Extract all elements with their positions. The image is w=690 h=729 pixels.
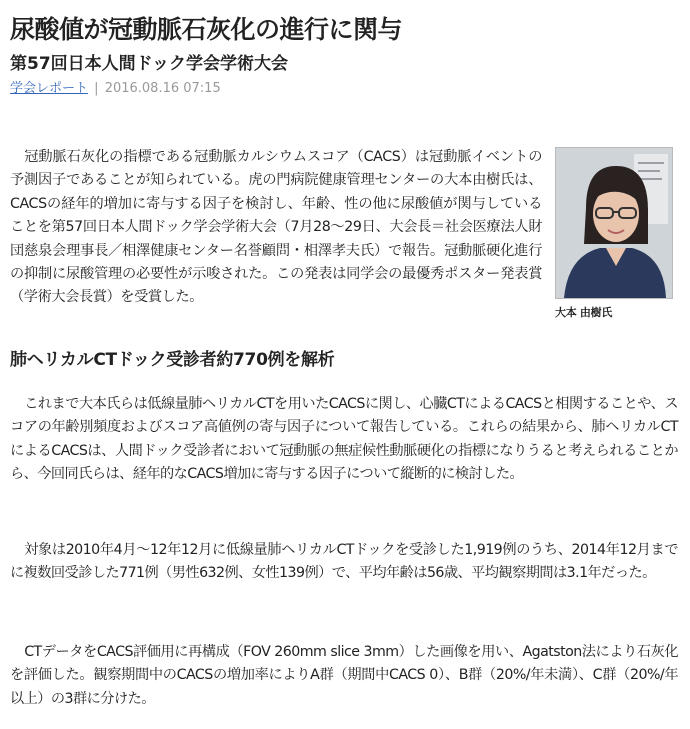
speaker-caption: 大本 由樹氏 (555, 306, 613, 319)
speaker-photo (555, 147, 673, 299)
body-paragraph-2: 対象は2010年4月〜12年12月に低線量肺ヘリカルCTドックを受診した1,919例のうち、2014年12月までに複数回受診した771例（男性632例、女性139例）で、平均年齢は56歳、平均観察期間は3.1年だった。 (10, 542, 678, 582)
body-paragraph-3: CTデータをCACS評価用に再構成（FOV 260mm slice 3mm）した画像を用い、Agatston法により石灰化を評価した。観察期間中のCACSの増加率によりA群（期間中CACS 0）、B群（20%/年未満）、C群（20%/年以上）の3群に分けた。 (10, 644, 678, 707)
publish-date: 2016.08.16 07:15 (104, 81, 221, 96)
section-heading: 肺ヘリカルCTドック受診者約770例を解析 (10, 350, 335, 370)
meta-separator: | (94, 81, 99, 96)
body-paragraph-1: これまで大本氏らは低線量肺ヘリカルCTを用いたCACSに関し、心臓CTによるCACSと相関することや、スコアの年齢別頻度およびスコア高値例の寄与因子について報告している。これらの結果から、肺ヘリカルCTによるCACSは、人間ドック受診者において冠動脈の無症候性動脈硬化の指標になりうると考えられることから、今回同氏らは、経年的なCACS増加に寄与する因子について縦断的に検討した。 (10, 396, 678, 483)
article-subtitle: 第57回日本人間ドック学会学術大会 (10, 54, 288, 74)
speaker-portrait-image (556, 148, 672, 298)
category-link[interactable]: 学会レポート (10, 81, 89, 96)
article-meta (10, 77, 221, 96)
speaker-figure (555, 147, 673, 320)
intro-paragraph: 冠動脈石灰化の指標である冠動脈カルシウムスコア（CACS）は冠動脈イベントの予測因子であることが知られている。虎の門病院健康管理センターの大本由樹氏は、CACSの経年的増加に寄与する因子を検討し、年齢、性の他に尿酸値が関与していることを第57回日本人間ドック学会学術大会（7月28〜29日、大会長＝社会医療法人財団慈泉会理事長／相澤健康センター名誉顧問・相澤孝夫氏）で報告。冠動脈硬化進行の抑制に尿酸管理の必要性が示唆された。この発表は同学会の最優秀ポスター発表賞（学術大会長賞）を受賞した。 (10, 149, 542, 306)
article-title: 尿酸値が冠動脈石灰化の進行に関与 (10, 15, 403, 44)
